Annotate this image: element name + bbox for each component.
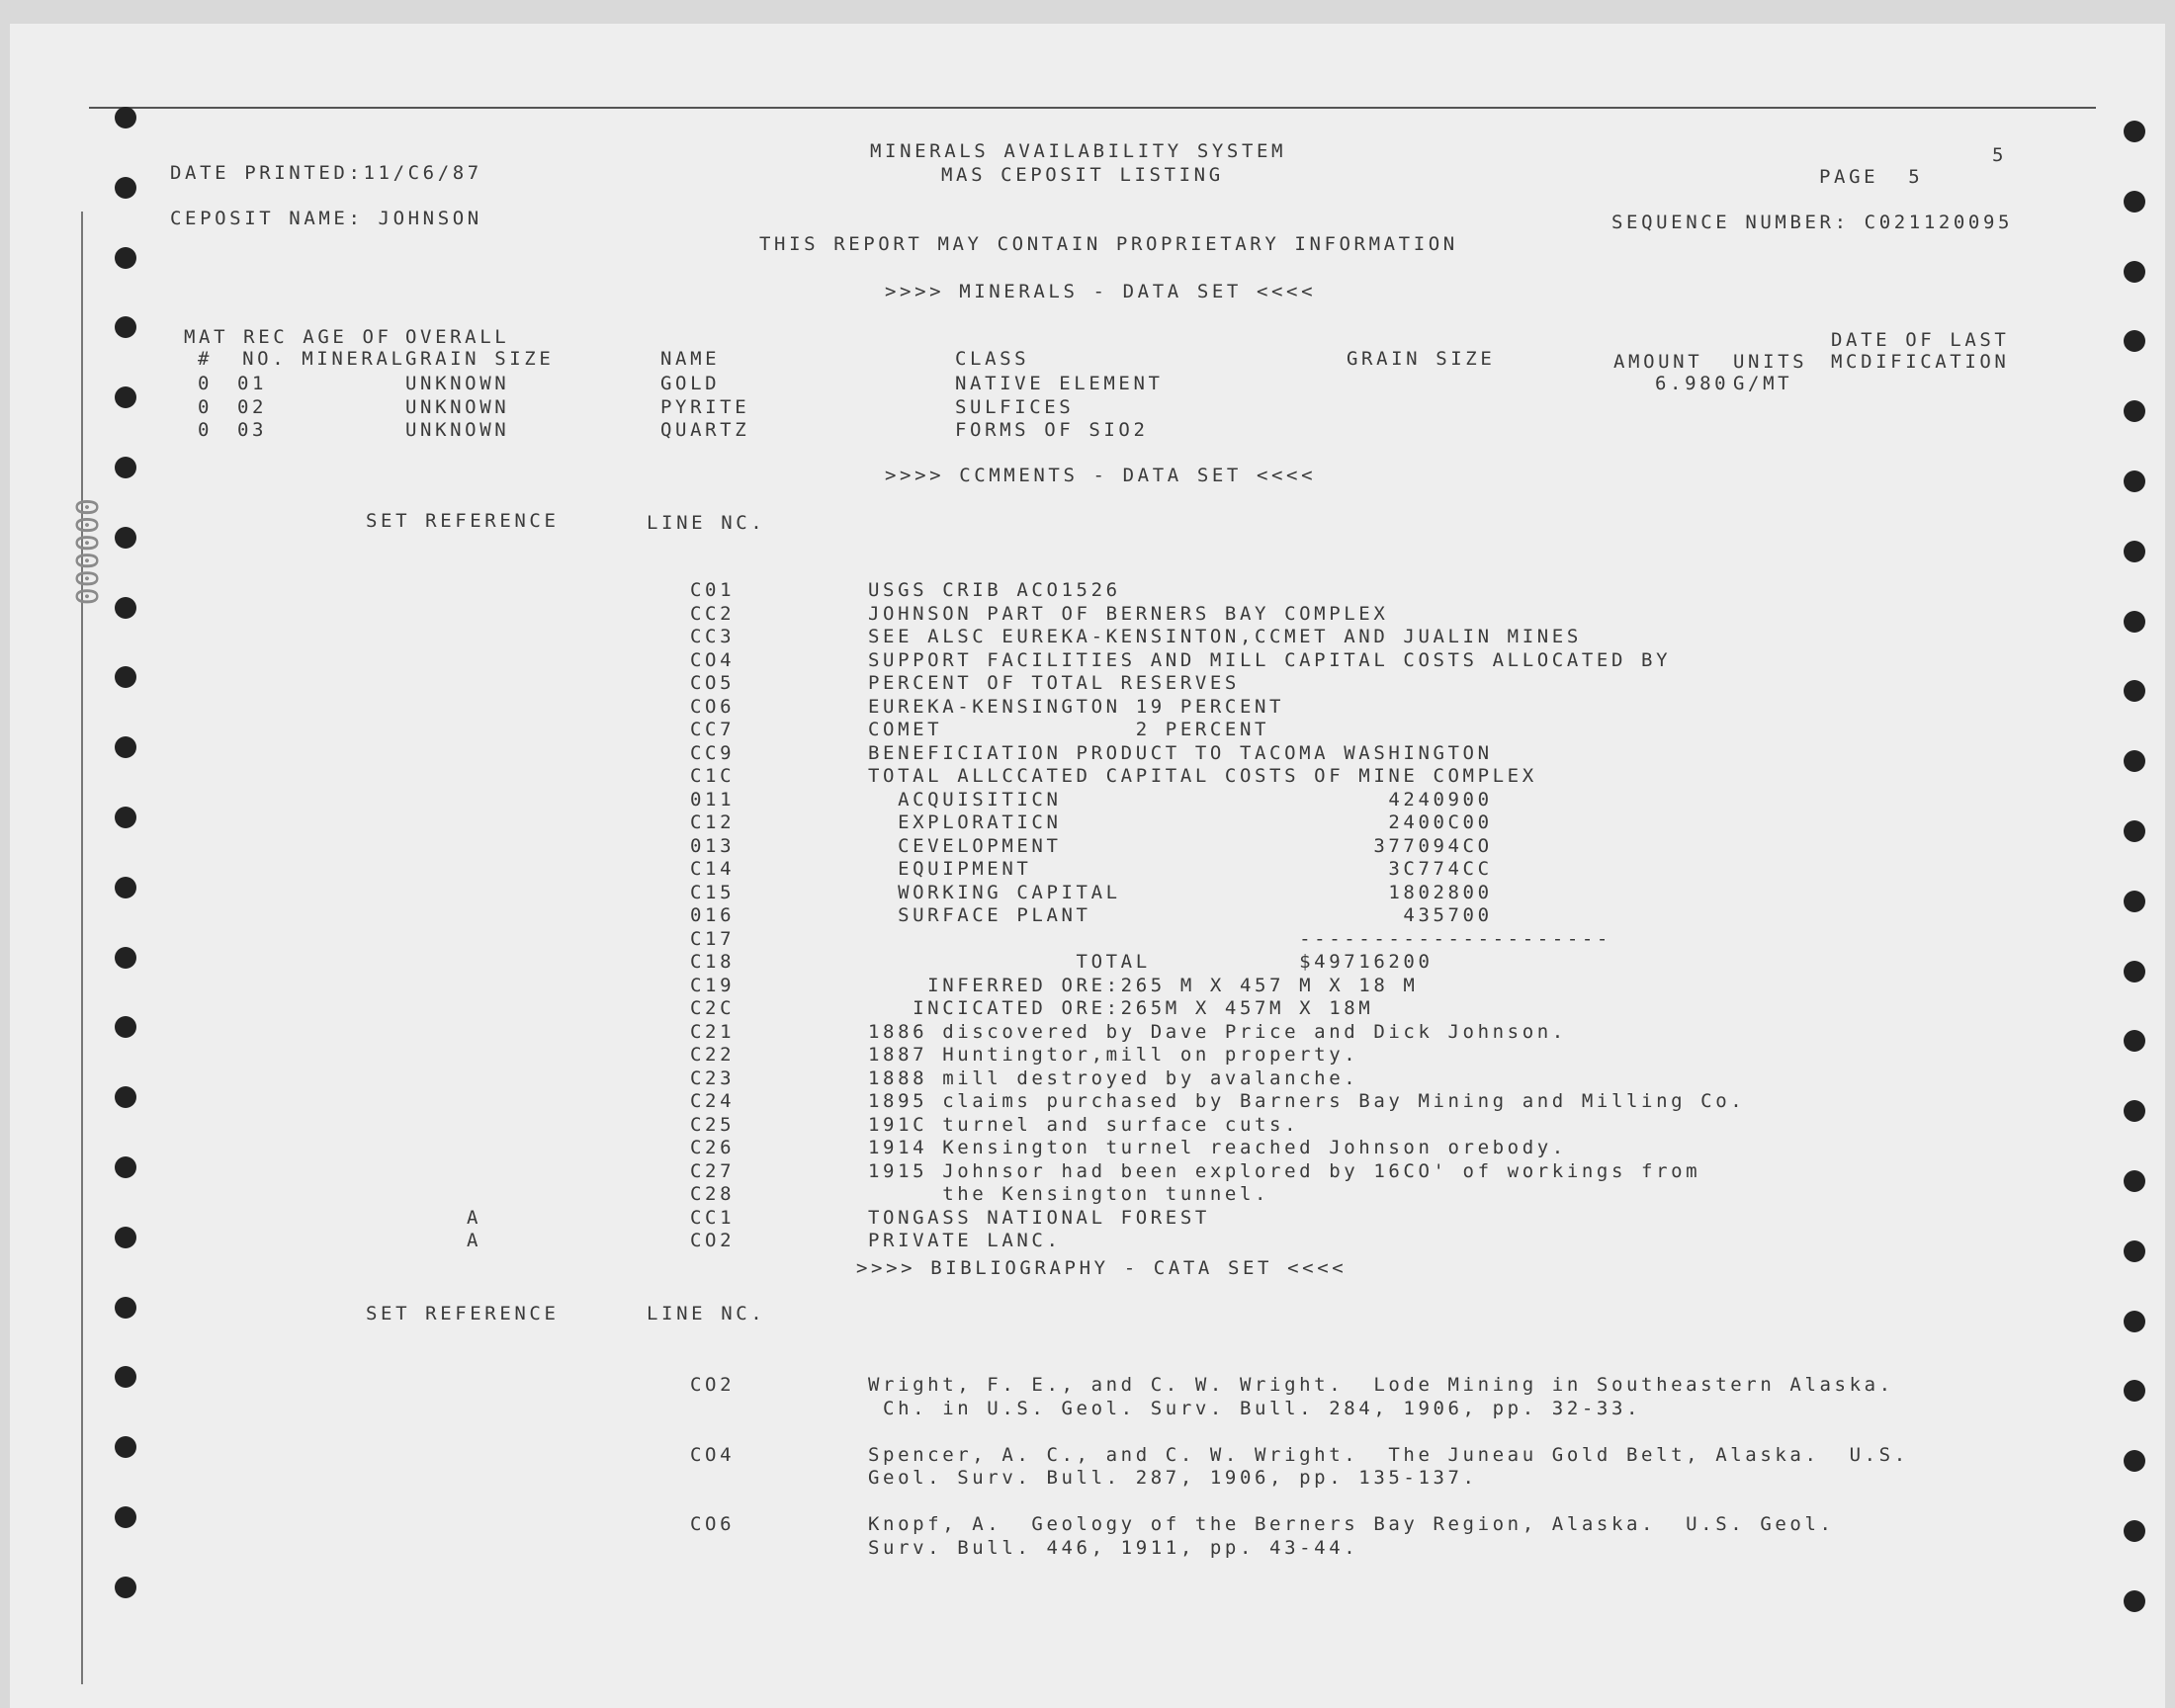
comment-text: PERCENT OF TOTAL RESERVES: [868, 672, 1240, 694]
right-feed-hole: [2124, 680, 2145, 702]
perforation-line: [89, 107, 2096, 109]
mineral-amount: 6.980: [1655, 373, 1730, 394]
bibliography-citation-line: Wright, F. E., and C. W. Wright. Lode Mining in Southeastern Alaska.: [868, 1374, 1894, 1396]
comment-line-no: C27: [690, 1159, 736, 1182]
mineral-name: GOLD: [660, 373, 721, 394]
left-feed-hole: [115, 316, 136, 338]
comment-text: COMET 2 PERCENT: [868, 719, 1270, 740]
comment-text: SUPPORT FACILITIES AND MILL CAPITAL COSTS ALLOCATED BY: [868, 648, 1672, 671]
comment-text: WORKING CAPITAL 1802800: [868, 881, 1493, 903]
comment-line-no: C25: [690, 1113, 736, 1136]
mineral-name: PYRITE: [660, 395, 750, 418]
left-feed-hole: [115, 177, 136, 199]
comment-text: TOTAL $49716200: [868, 951, 1434, 973]
page-corner-number: 5: [1992, 144, 2008, 166]
right-feed-hole: [2124, 1240, 2145, 1262]
right-feed-hole: [2124, 400, 2145, 422]
comment-text: EUREKA-KENSINGTON 19 PERCENT: [868, 695, 1285, 718]
comment-line-no: CC7: [690, 719, 736, 740]
left-feed-hole: [115, 247, 136, 269]
left-feed-hole: [115, 1436, 136, 1458]
comments-col-line-no: LINE NC.: [647, 512, 766, 534]
mineral-grain-size: UNKNOWN: [405, 373, 510, 394]
date-printed: DATE PRINTED:11/C6/87: [170, 162, 482, 184]
comment-text: BENEFICIATION PRODUCT TO TACOMA WASHINGTON: [868, 741, 1493, 764]
comment-line-no: CC2: [690, 602, 736, 625]
mineral-name: QUARTZ: [660, 419, 750, 441]
comment-line-no: CO2: [690, 1230, 736, 1251]
comment-text: 1914 Kensington turnel reached Johnson orebody.: [868, 1137, 1567, 1158]
comment-line-no: C1C: [690, 765, 736, 787]
col-grain-size-2: GRAIN SIZE: [1347, 348, 1496, 370]
right-feed-hole: [2124, 121, 2145, 142]
bibliography-citation-line: Ch. in U.S. Geol. Surv. Bull. 284, 1906, pp. 32-33.: [868, 1397, 1642, 1419]
comment-text: TONGASS NATIONAL FOREST: [868, 1206, 1210, 1229]
minerals-section-title: >>>> MINERALS - DATA SET <<<<: [885, 281, 1317, 302]
printout-sheet: [10, 24, 2165, 1708]
comment-text: INFERRED ORE:265 M X 457 M X 18 M: [868, 974, 1419, 996]
col-modification: MCDIFICATION: [1831, 351, 2010, 373]
page-label: PAGE 5: [1819, 166, 1924, 188]
comment-line-no: CC1: [690, 1206, 736, 1229]
bibliography-section-title: >>>> BIBLIOGRAPHY - CATA SET <<<<: [856, 1257, 1348, 1279]
left-feed-hole: [115, 597, 136, 619]
comment-line-no: C15: [690, 881, 736, 903]
left-feed-hole: [115, 457, 136, 478]
left-feed-hole: [115, 1577, 136, 1598]
right-feed-hole: [2124, 1170, 2145, 1192]
comments-section-title: >>>> CCMMENTS - DATA SET <<<<: [885, 465, 1317, 486]
left-feed-hole: [115, 107, 136, 128]
bibliography-line-no: CO2: [690, 1374, 736, 1396]
comment-line-no: CO6: [690, 695, 736, 718]
left-feed-hole: [115, 1297, 136, 1319]
bibliography-line-no: CO6: [690, 1513, 736, 1535]
comment-text: 191C turnel and surface cuts.: [868, 1113, 1300, 1136]
mineral-class: SULFICES: [955, 395, 1075, 418]
bibliography-citation-line: Spencer, A. C., and C. W. Wright. The Juneau Gold Belt, Alaska. U.S.: [868, 1443, 1909, 1466]
right-feed-hole: [2124, 191, 2145, 213]
right-feed-hole: [2124, 820, 2145, 842]
right-feed-hole: [2124, 1520, 2145, 1542]
col-units: UNITS: [1733, 351, 1808, 373]
bibliography-col-line-no: LINE NC.: [647, 1303, 766, 1324]
comment-text: CEVELOPMENT 377094CO: [868, 834, 1493, 857]
comment-text: TOTAL ALLCCATED CAPITAL COSTS OF MINE COMPLEX: [868, 765, 1537, 787]
mineral-grain-size: UNKNOWN: [405, 395, 510, 418]
bibliography-citation-line: Knopf, A. Geology of the Berners Bay Region, Alaska. U.S. Geol.: [868, 1513, 1835, 1535]
col-hash-no-mineral: # NO. MINERAL: [198, 348, 406, 370]
left-feed-hole: [115, 1506, 136, 1528]
comment-text: USGS CRIB ACO1526: [868, 579, 1121, 601]
left-feed-hole: [115, 386, 136, 408]
right-feed-hole: [2124, 750, 2145, 772]
sequence-number: SEQUENCE NUMBER: C021120095: [1611, 212, 2014, 233]
comment-text: 1887 Huntingtor,mill on property.: [868, 1044, 1359, 1066]
comment-line-no: 016: [690, 904, 736, 926]
comment-line-no: C22: [690, 1044, 736, 1066]
comments-col-set-reference: SET REFERENCE: [366, 510, 560, 532]
mineral-units: G/MT: [1733, 373, 1793, 394]
mineral-class: FORMS OF SIO2: [955, 419, 1149, 441]
left-feed-hole: [115, 736, 136, 758]
right-feed-hole: [2124, 1590, 2145, 1612]
comment-text: EXPLORATICN 2400C00: [868, 811, 1493, 833]
comment-line-no: C26: [690, 1137, 736, 1158]
mineral-rec-no: 01: [237, 373, 268, 394]
comment-text: JOHNSON PART OF BERNERS BAY COMPLEX: [868, 602, 1389, 625]
comment-line-no: C12: [690, 811, 736, 833]
mineral-rec-no: 02: [237, 395, 268, 418]
right-feed-hole: [2124, 470, 2145, 492]
comment-line-no: 013: [690, 834, 736, 857]
right-feed-hole: [2124, 330, 2145, 352]
left-feed-hole: [115, 1227, 136, 1248]
system-title: MINERALS AVAILABILITY SYSTEM: [870, 140, 1287, 162]
left-feed-hole: [115, 1156, 136, 1178]
comment-line-no: C19: [690, 974, 736, 996]
right-feed-hole: [2124, 1100, 2145, 1122]
margin-line: [81, 212, 83, 1684]
comment-line-no: C17: [690, 927, 736, 950]
deposit-name: CEPOSIT NAME: JOHNSON: [170, 208, 482, 229]
left-feed-hole: [115, 1016, 136, 1038]
right-feed-hole: [2124, 961, 2145, 982]
comment-line-no: CO5: [690, 672, 736, 694]
left-feed-hole: [115, 807, 136, 828]
comment-text: PRIVATE LANC.: [868, 1230, 1062, 1251]
right-feed-hole: [2124, 1311, 2145, 1332]
right-feed-hole: [2124, 611, 2145, 633]
right-feed-hole: [2124, 1380, 2145, 1402]
bibliography-citation-line: Surv. Bull. 446, 1911, pp. 43-44.: [868, 1536, 1359, 1559]
listing-title: MAS CEPOSIT LISTING: [941, 164, 1224, 186]
comment-text: SURFACE PLANT 435700: [868, 904, 1493, 926]
col-date-of-last: DATE OF LAST: [1831, 329, 2010, 351]
proprietary-notice: THIS REPORT MAY CONTAIN PROPRIETARY INFORMATION: [759, 233, 1458, 255]
comment-line-no: C24: [690, 1090, 736, 1112]
comment-text: INCICATED ORE:265M X 457M X 18M: [868, 997, 1374, 1019]
col-name: NAME: [660, 348, 721, 370]
margin-ghost-mark: 000000: [68, 498, 103, 606]
right-feed-hole: [2124, 1450, 2145, 1472]
left-feed-hole: [115, 527, 136, 549]
left-feed-hole: [115, 1086, 136, 1108]
mineral-mat: 0: [198, 419, 214, 441]
comment-line-no: CO4: [690, 648, 736, 671]
right-feed-hole: [2124, 261, 2145, 283]
comment-line-no: C23: [690, 1067, 736, 1089]
bibliography-line-no: CO4: [690, 1443, 736, 1466]
comment-set-reference: A: [467, 1230, 482, 1251]
col-grain-size: GRAIN SIZE: [405, 348, 555, 370]
comment-text: 1915 Johnsor had been explored by 16CO' of workings from: [868, 1159, 1701, 1182]
col-amount: AMOUNT: [1613, 351, 1703, 373]
comment-text: ACQUISITICN 4240900: [868, 788, 1493, 811]
left-feed-hole: [115, 947, 136, 969]
comment-text: ---------------------: [868, 927, 1611, 950]
mineral-grain-size: UNKNOWN: [405, 419, 510, 441]
mineral-mat: 0: [198, 395, 214, 418]
left-feed-hole: [115, 877, 136, 898]
left-feed-hole: [115, 1366, 136, 1388]
col-class: CLASS: [955, 348, 1030, 370]
mineral-class: NATIVE ELEMENT: [955, 373, 1164, 394]
right-feed-hole: [2124, 1030, 2145, 1052]
comment-text: SEE ALSC EUREKA-KENSINTON,CCMET AND JUALIN MINES: [868, 626, 1582, 647]
comment-line-no: C18: [690, 951, 736, 973]
mineral-mat: 0: [198, 373, 214, 394]
comment-line-no: CC3: [690, 626, 736, 647]
comment-set-reference: A: [467, 1206, 482, 1229]
right-feed-hole: [2124, 891, 2145, 912]
comment-text: 1888 mill destroyed by avalanche.: [868, 1067, 1359, 1089]
comment-text: the Kensington tunnel.: [868, 1183, 1270, 1205]
comment-text: EQUIPMENT 3C774CC: [868, 858, 1493, 880]
comment-text: 1895 claims purchased by Barners Bay Mining and Milling Co.: [868, 1090, 1746, 1112]
comment-line-no: C14: [690, 858, 736, 880]
col-mat-rec-age: MAT REC AGE OF: [184, 326, 392, 348]
left-feed-hole: [115, 666, 136, 688]
mineral-rec-no: 03: [237, 419, 268, 441]
comment-line-no: C28: [690, 1183, 736, 1205]
comment-text: 1886 discovered by Dave Price and Dick Johnson.: [868, 1020, 1567, 1043]
bibliography-citation-line: Geol. Surv. Bull. 287, 1906, pp. 135-137.: [868, 1467, 1478, 1489]
comment-line-no: 011: [690, 788, 736, 811]
right-feed-hole: [2124, 541, 2145, 562]
comment-line-no: C01: [690, 579, 736, 601]
comment-line-no: CC9: [690, 741, 736, 764]
bibliography-col-set-reference: SET REFERENCE: [366, 1303, 560, 1324]
comment-line-no: C2C: [690, 997, 736, 1019]
comment-line-no: C21: [690, 1020, 736, 1043]
col-overall: OVERALL: [405, 326, 510, 348]
